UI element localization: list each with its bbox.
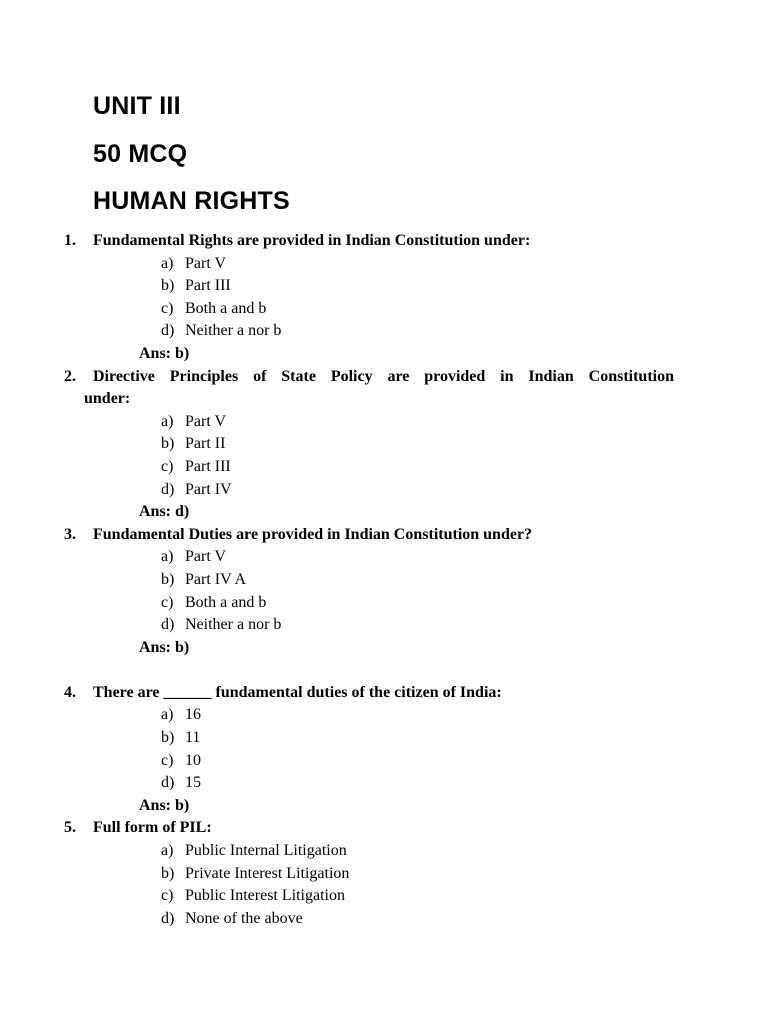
option-letter: d) — [161, 909, 175, 927]
option-text: Private Interest Litigation — [185, 864, 350, 882]
option — [0, 840, 768, 863]
option — [0, 298, 768, 321]
option-text: 11 — [185, 729, 201, 747]
option-letter: a) — [161, 706, 174, 724]
option-text: Part IV — [185, 480, 232, 498]
option-letter: d) — [161, 480, 175, 498]
question-number: 2. — [64, 367, 76, 385]
question-1 — [0, 230, 768, 253]
option-letter: b) — [161, 570, 175, 588]
answer-line — [0, 795, 768, 818]
option — [0, 253, 768, 276]
option-letter: a) — [161, 842, 174, 860]
option-text: 10 — [185, 751, 201, 769]
option-text: Neither a nor b — [185, 322, 282, 340]
mcq-count-heading: 50 MCQ — [93, 140, 188, 168]
option-text: Part III — [185, 457, 231, 475]
option — [0, 433, 768, 456]
option — [0, 546, 768, 569]
option — [0, 275, 768, 298]
option-letter: d) — [161, 774, 175, 792]
option-text: Both a and b — [185, 299, 267, 317]
option-letter: c) — [161, 299, 174, 317]
option-letter: c) — [161, 751, 174, 769]
option-letter: a) — [161, 254, 174, 272]
question-number: 3. — [64, 525, 76, 543]
answer-line — [0, 343, 768, 366]
spacer — [0, 659, 768, 682]
option — [0, 772, 768, 795]
question-text: There are ______ fundamental duties of the citizen of India: — [93, 683, 502, 701]
question-list — [0, 230, 768, 930]
option-text: Part V — [185, 254, 227, 272]
question-number: 4. — [64, 683, 76, 701]
option — [0, 320, 768, 343]
option-text: None of the above — [185, 909, 303, 927]
option-letter: d) — [161, 322, 175, 340]
answer-line — [0, 501, 768, 524]
question-4 — [0, 682, 768, 705]
question-5 — [0, 817, 768, 840]
option-letter: b) — [161, 864, 175, 882]
option — [0, 908, 768, 931]
answer: Ans: b) — [139, 796, 190, 814]
question-text: Directive Principles of State Policy are provided in Indian Constitution — [93, 367, 674, 385]
question-3 — [0, 524, 768, 547]
answer: Ans: b) — [139, 638, 190, 656]
option — [0, 456, 768, 479]
answer-line — [0, 637, 768, 660]
option-text: Part V — [185, 412, 227, 430]
option-letter: a) — [161, 412, 174, 430]
option-text: Public Internal Litigation — [185, 842, 347, 860]
option-text: Public Interest Litigation — [185, 887, 345, 905]
option — [0, 704, 768, 727]
option — [0, 750, 768, 773]
option-text: 15 — [185, 774, 201, 792]
answer: Ans: b) — [139, 344, 190, 362]
option-text: Neither a nor b — [185, 616, 282, 634]
option — [0, 614, 768, 637]
option-text: Part II — [185, 435, 226, 453]
option-text: Part V — [185, 548, 227, 566]
option — [0, 411, 768, 434]
option-letter: a) — [161, 548, 174, 566]
option-text: Part IV A — [185, 570, 247, 588]
unit-heading: UNIT III — [93, 92, 181, 120]
option-letter: c) — [161, 457, 174, 475]
option-letter: c) — [161, 593, 174, 611]
option-letter: d) — [161, 616, 175, 634]
option-letter: c) — [161, 887, 174, 905]
question-text: Fundamental Rights are provided in Indian Constitution under: — [93, 232, 531, 249]
option — [0, 479, 768, 502]
option-letter: b) — [161, 435, 175, 453]
option — [0, 863, 768, 886]
option-text: Part III — [185, 277, 231, 295]
question-2 — [0, 366, 768, 389]
option — [0, 569, 768, 592]
option — [0, 885, 768, 908]
question-text-cont: under: — [84, 390, 131, 408]
question-number: 5. — [64, 819, 76, 837]
option — [0, 592, 768, 615]
subject-heading: HUMAN RIGHTS — [93, 187, 290, 215]
option-letter: b) — [161, 729, 175, 747]
question-number: 1. — [64, 232, 76, 249]
option — [0, 727, 768, 750]
question-text: Full form of PIL: — [93, 819, 212, 837]
answer: Ans: d) — [139, 503, 190, 521]
option-letter: b) — [161, 277, 175, 295]
option-text: 16 — [185, 706, 201, 724]
question-text-continuation — [0, 388, 768, 411]
question-text: Fundamental Duties are provided in Indian Constitution under? — [93, 525, 533, 543]
option-text: Both a and b — [185, 593, 267, 611]
